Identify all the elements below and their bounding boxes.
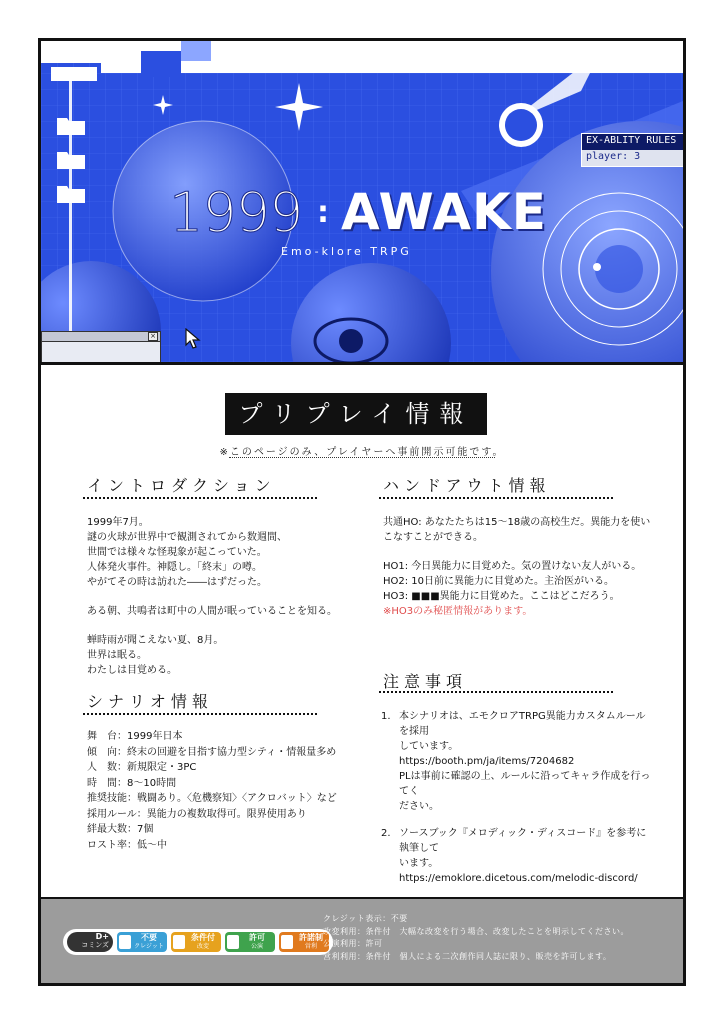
scenario-line: 舞 台：1999年日本 bbox=[87, 731, 183, 742]
license-line: クレジット表示：不要 bbox=[323, 914, 408, 923]
intro-line: やがてその時は訪れた――はずだった。 bbox=[87, 577, 267, 588]
handout-ho1: HO1: 今日異能力に目覚めた。気の置けない友人がいる。 bbox=[383, 561, 642, 572]
intro-text bbox=[87, 515, 337, 678]
intro-line: 蝉時雨が聞こえない夏、8月。 bbox=[87, 635, 224, 646]
license-chip-modify: 条件付 改変 bbox=[171, 932, 221, 952]
license-chip-commercial: 許諾制 営利 bbox=[279, 932, 329, 952]
rules-box-players: player: 3 bbox=[582, 150, 683, 166]
rules-box-title: EX-ABLITY RULES bbox=[582, 134, 683, 150]
intro-line: 1999年7月。 bbox=[87, 517, 149, 528]
folder-icon bbox=[57, 149, 85, 169]
title-number: 1999 bbox=[169, 181, 303, 244]
document-icon bbox=[119, 935, 131, 949]
handout-common: 共通HO: あなたたちは15～18歳の高校生だ。異能力を使い bbox=[383, 517, 651, 528]
scenario-title bbox=[169, 181, 589, 251]
heading-note: ※このページのみ、プレイヤーへ事前開示可能です。 bbox=[219, 447, 505, 458]
intro-title: イントロダクション bbox=[87, 476, 276, 495]
notes-rule bbox=[379, 691, 613, 693]
scenario-line: 絆最大数：7個 bbox=[87, 824, 154, 835]
handout-common: こなすことができる。 bbox=[383, 532, 483, 543]
divider bbox=[229, 457, 495, 458]
scenario-line: 傾 向：終末の回避を目指す協力型シティ・情報量多め bbox=[87, 746, 337, 758]
close-icon: × bbox=[148, 332, 158, 341]
page-frame bbox=[38, 38, 686, 986]
book-icon bbox=[281, 935, 293, 949]
handout-rule bbox=[379, 497, 613, 499]
scenario-line: 人 数：新規限定・3PC bbox=[87, 762, 197, 773]
scenario-line: 採用ルール：異能力の複数取得可。限界使用あり bbox=[87, 808, 307, 820]
license-footer bbox=[41, 897, 683, 983]
note-item: 1. 本シナリオは、エモクロアTRPG異能力カスタムルールを採用 しています。 https://booth.pm/ja/items/7204682 PLは事前に確認の上、ルールに沿ってキャラ作成を行ってく ださい。 bbox=[381, 711, 651, 812]
scenario-line: ロスト率：低～中 bbox=[87, 839, 167, 851]
rules-box bbox=[581, 133, 683, 167]
license-line: 改変利用：条件付 大幅な改変を行う場合、改変したことを明示してください。 bbox=[323, 926, 629, 936]
note-item: 2. ソースブック『メロディック・ディスコード』を参考に執筆して います。 https://emoklore.dicetous.com/melodic-discord/ bbox=[381, 828, 647, 884]
intro-line: ある朝、共鳴者は町中の人間が眠っていることを知る。 bbox=[87, 606, 337, 617]
license-chip-performance: 許可 公演 bbox=[225, 932, 275, 952]
pencil-icon bbox=[173, 935, 185, 949]
title-banner bbox=[41, 41, 683, 365]
scenario-rule bbox=[83, 713, 317, 715]
mini-window bbox=[41, 331, 161, 365]
scenario-line: 時 間：8～10時間 bbox=[87, 777, 177, 789]
handout-text bbox=[383, 515, 650, 619]
intro-line: 謎の火球が世界中で観測されてから数週間、 bbox=[87, 532, 287, 543]
notes-list bbox=[381, 709, 651, 925]
handout-title: ハンドアウト情報 bbox=[383, 476, 551, 495]
scenario-text bbox=[87, 729, 337, 853]
title-word: AWAKE bbox=[341, 183, 547, 241]
folder-icon bbox=[57, 115, 85, 135]
title-colon: : bbox=[317, 195, 329, 230]
intro-line: 世間では様々な怪現象が起こっていた。 bbox=[87, 547, 267, 558]
video-icon bbox=[227, 935, 239, 949]
intro-rule bbox=[83, 497, 317, 499]
license-line: 公演利用：許可 bbox=[323, 939, 383, 948]
page-heading: プリプレイ情報 bbox=[225, 393, 487, 435]
license-chip-credit: 不要 クレジット bbox=[117, 932, 167, 952]
title-subtitle: Emo-klore TRPG bbox=[281, 245, 412, 258]
scenario-line: 推奨技能：戦闘あり。〈危機察知〉〈アクロバット〉など bbox=[87, 793, 337, 804]
license-line: 営利利用：条件付 個人による二次創作同人誌に限り、販売を許可します。 bbox=[323, 951, 612, 961]
intro-line: わたしは目覚める。 bbox=[87, 665, 177, 676]
handout-ho3: HO3: ■■■異能力に目覚めた。ここはどこだろう。 bbox=[383, 591, 620, 602]
intro-line: 人体発火事件。神隠し。「終末」の噂。 bbox=[87, 562, 262, 573]
handout-ho2: HO2: 10日前に異能力に目覚めた。主治医がいる。 bbox=[383, 576, 615, 587]
license-badge bbox=[63, 929, 333, 955]
license-logo: D+ コミンズ bbox=[67, 932, 113, 952]
mini-window-titlebar bbox=[42, 332, 160, 342]
scenario-title-heading: シナリオ情報 bbox=[87, 692, 213, 711]
mouse-cursor-icon bbox=[185, 328, 201, 350]
folder-icon bbox=[57, 183, 85, 203]
handout-secret-note: ※HO3のみ秘匿情報があります。 bbox=[383, 606, 533, 617]
intro-line: 世界は眠る。 bbox=[87, 650, 147, 661]
license-terms bbox=[323, 913, 629, 963]
notes-title: 注意事項 bbox=[383, 672, 468, 691]
